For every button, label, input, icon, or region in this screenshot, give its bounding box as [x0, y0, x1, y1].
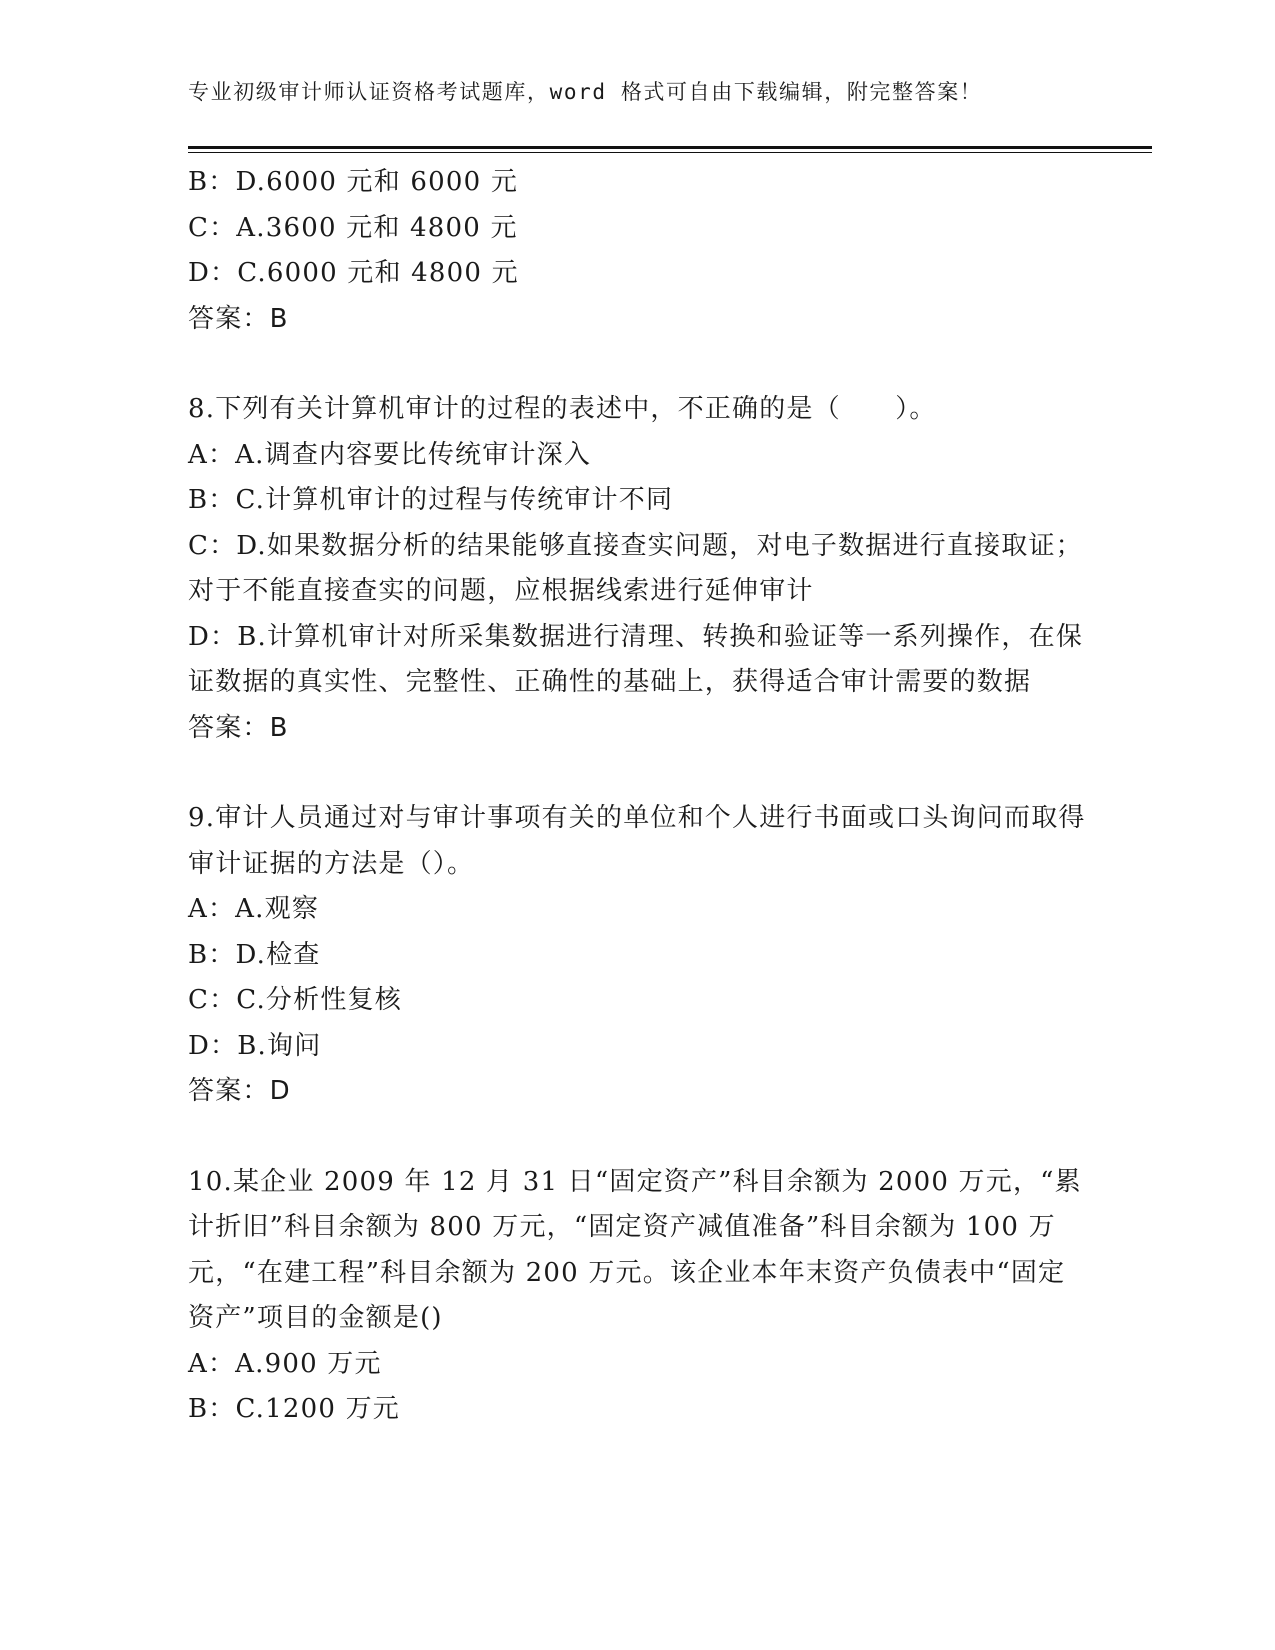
option-d: D：B.计算机审计对所采集数据进行清理、转换和验证等一系列操作，在保证数据的真实性、完整性、正确性的基础上，获得适合审计需要的数据	[188, 621, 1084, 697]
option-c: C：D.如果数据分析的结果能够直接查实问题，对电子数据进行直接取证；对于不能直接查实的问题，应根据线索进行延伸审计	[188, 530, 1083, 606]
option-b: B：D.6000 元和 6000 元	[188, 167, 519, 197]
question-10	[188, 1160, 1088, 1433]
question-stem: 8.下列有关计算机审计的过程的表述中，不正确的是（ ）。	[188, 394, 937, 424]
option-a: A：A.观察	[188, 894, 320, 924]
answer: 答案：D	[188, 1076, 291, 1106]
option-c: C：A.3600 元和 4800 元	[188, 212, 518, 243]
header-rule-thin	[188, 152, 1152, 153]
question-8	[188, 387, 1088, 751]
option-a: A：A.900 万元	[188, 1348, 382, 1379]
question-9	[188, 796, 1088, 1115]
option-b: B：C.计算机审计的过程与传统审计不同	[188, 485, 674, 515]
page-header: 专业初级审计师认证资格考试题库，word 格式可自由下载编辑，附完整答案！	[188, 80, 983, 104]
answer: 答案：B	[188, 303, 289, 334]
option-b: B：D.检查	[188, 939, 321, 970]
option-c: C：C.分析性复核	[188, 985, 402, 1015]
question-content	[188, 160, 1088, 1433]
option-a: A：A.调查内容要比传统审计深入	[188, 439, 592, 470]
question-7-tail	[188, 160, 1088, 342]
option-d: D：C.6000 元和 4800 元	[188, 258, 519, 288]
question-stem: 10.某企业 2009 年 12 月 31 日“固定资产”科目余额为 2000 万元，“累计折旧”科目余额为 800 万元，“固定资产减值准备”科目余额为 100 万元，“在建工程”科目余额为 200 万元。该企业本年末资产负债表中“固定资产”项目的金额是()	[188, 1166, 1082, 1333]
question-stem: 9.审计人员通过对与审计事项有关的单位和个人进行书面或口头询问而取得审计证据的方法是（）。	[188, 803, 1086, 879]
header-rule-thick	[188, 146, 1152, 149]
answer: 答案：B	[188, 712, 289, 743]
option-d: D：B.询问	[188, 1030, 322, 1061]
option-b: B：C.1200 万元	[188, 1394, 400, 1424]
